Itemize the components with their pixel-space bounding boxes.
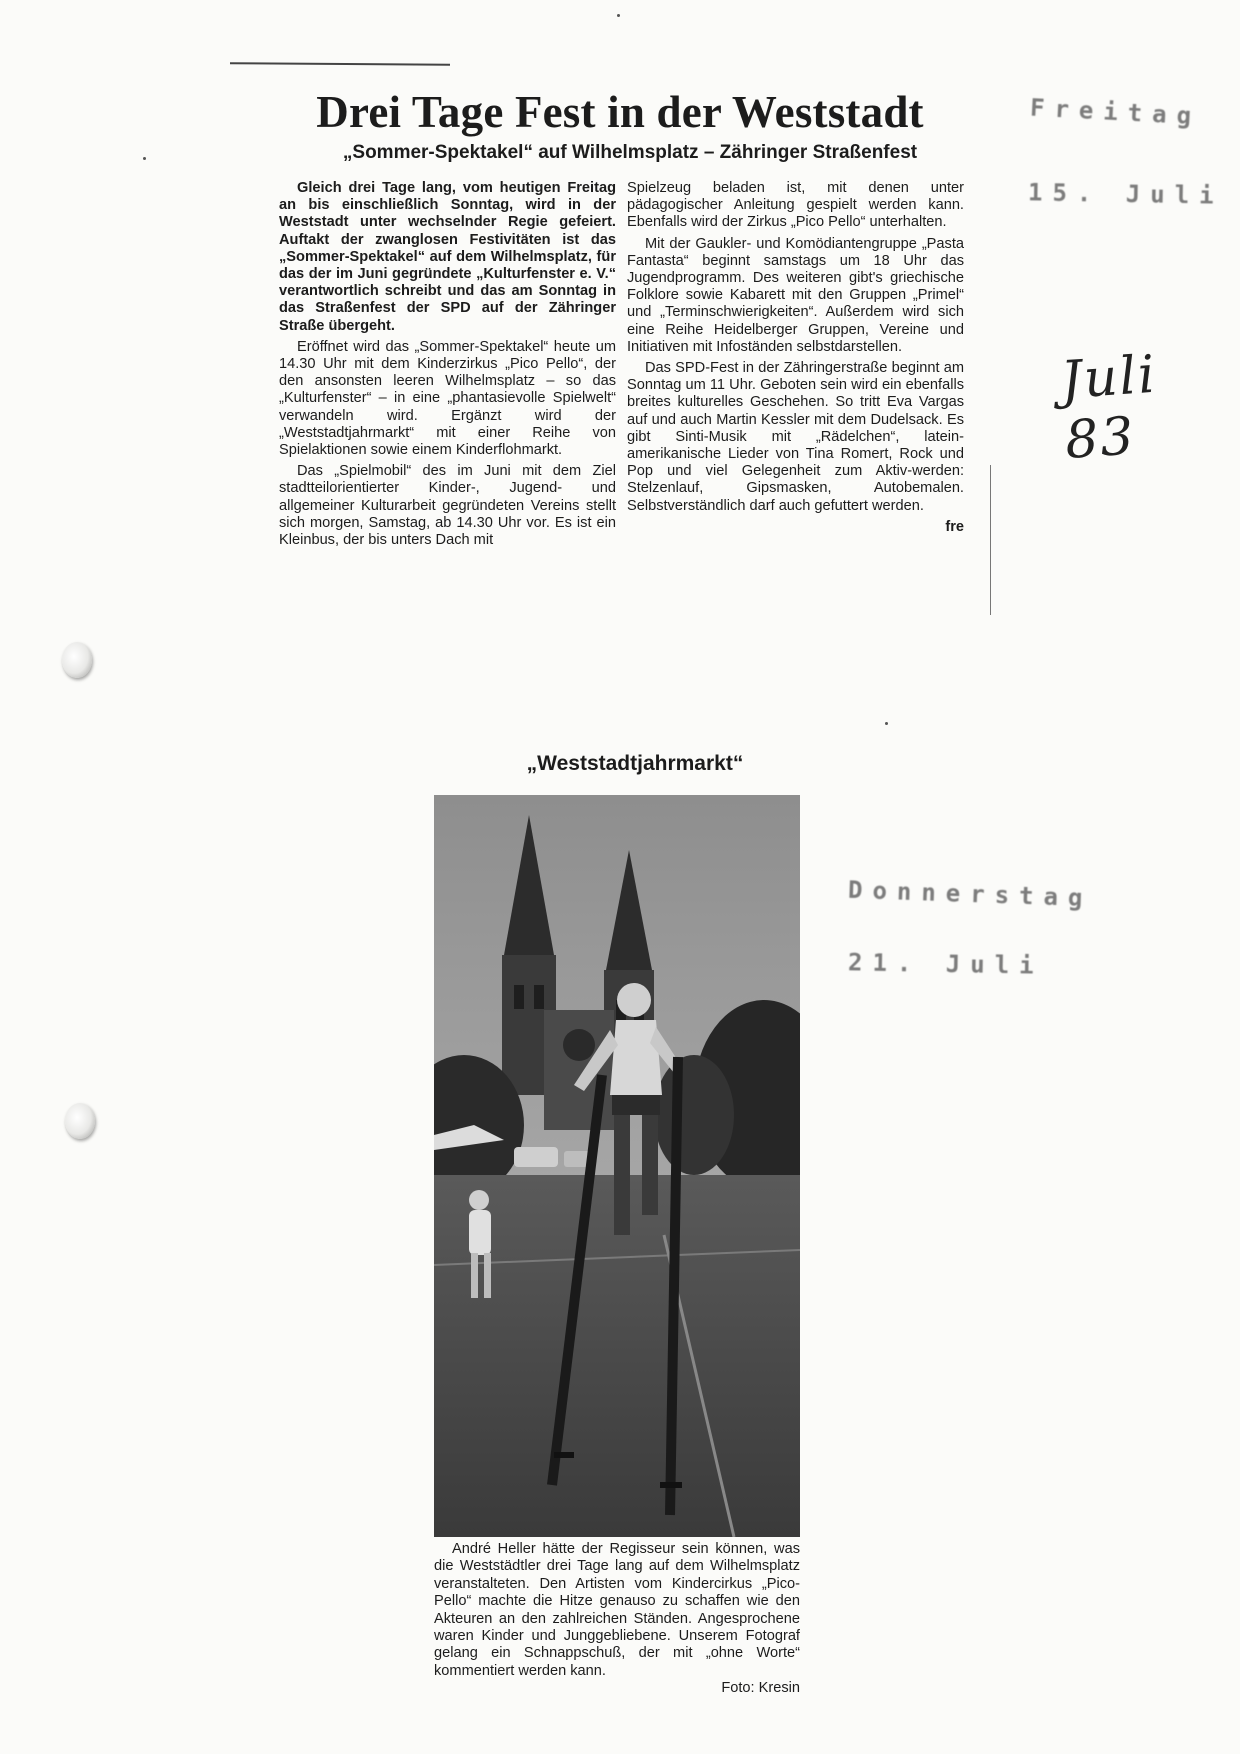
article-column-right — [627, 180, 964, 536]
punch-hole-upper — [62, 642, 92, 678]
stilt-walker-photo — [434, 795, 800, 1537]
punch-hole-lower — [65, 1103, 95, 1139]
article-paragraph: Mit der Gaukler- und Komödiantengruppe „Pasta Fantasta“ beginnt samstags um 18 Uhr das Jugendprogramm. Des weiteren gibt's griechische Folklore sowie Kabarett mit den Gruppen „Primel“ und „Terminschwierigkeiten“. Außerdem wird sich eine Reihe Heidelberger Gruppen, Vereine und Initiativen mit Infoständen selbstdarstellen. — [627, 235, 964, 355]
article-paragraph: Das „Spielmobil“ des im Juni mit dem Ziel stadtteilorientierter Kinder-, Jugend- und allgemeiner Kulturarbeit gegründeten Vereins stellt sich morgen, Samstag, ab 14.30 Uhr vor. Es ist ein Kleinbus, der bis unters Dach mit — [279, 463, 616, 549]
article-subheadline: „Sommer-Spektakel“ auf Wilhelmsplatz – Zähringer Straßenfest — [342, 142, 918, 163]
scan-speck — [617, 14, 620, 17]
clipping-edge-line — [990, 465, 991, 615]
photo-caption — [434, 1541, 800, 1698]
date-stamp-middle: 21. Juli — [847, 948, 1044, 980]
scan-speck — [885, 722, 888, 725]
article-paragraph: Das SPD-Fest in der Zähringerstraße beginnt am Sonntag um 11 Uhr. Geboten sein wird ein ebenfalls breites kulturelles Geschehen. So tritt Eva Vargas auf und auch Martin Kessler mit dem Dudelsack. Es gibt Sinti-Musik mit „Rädelchen“, latein-amerikanische Lieder von Tina Romert, Rock und Pop und viel Gelegenheit zum Aktiv-werden: Stelzenlauf, Gipsmasken, Autobemalen. Selbstverständlich darf auch gefuttert werden. — [627, 360, 964, 514]
photo-credit: Foto: Kresin — [721, 1680, 800, 1697]
article-lead-paragraph: Gleich drei Tage lang, vom heutigen Freitag an bis einschließlich Sonntag, wird in der Weststadt unter wechselnder Regie gefeiert. Auftakt der zwanglosen Festivitäten ist das „Sommer-Spektakel“ auf dem Wilhelmsplatz, für das der im Juni gegründete „Kulturfenster e. V.“ verantwortlich schreibt und das am Sonntag in das Straßenfest der SPD auf der Zähringer Straße übergeht. — [279, 180, 616, 334]
date-stamp-top: Freitag — [1029, 93, 1202, 131]
article-headline: Drei Tage Fest in der Weststadt — [316, 87, 924, 137]
handwritten-date: Juli 83 — [1059, 344, 1159, 472]
article-paragraph: Spielzeug beladen ist, mit denen unter pädagogischer Anleitung gespielt werden kann. Ebenfalls wird der Zirkus „Pico Pello“ unterhalten. — [627, 180, 964, 231]
photo-title: „Weststadtjahrmarkt“ — [526, 752, 744, 775]
article-paragraph: Eröffnet wird das „Sommer-Spektakel“ heute um 14.30 Uhr mit dem Kinderzirkus „Pico Pello“, der den ansonsten leeren Wilhelmsplatz – so das „Kulturfenster“ – in eine „phantasievolle Spielwelt“ verwandeln wird. Ergänzt wird der „Weststadtjahrmarkt“ mit einer Reihe von Spielaktionen sowie einem Kinderflohmarkt. — [279, 338, 616, 459]
article-column-left — [279, 180, 616, 553]
photo-caption-text: André Heller hätte der Regisseur sein können, was die Weststädtler drei Tage lang auf dem Wilhelmsplatz veranstalteten. Den Artisten vom Kindercirkus „Pico-Pello“ machte die Hitze genauso zu schaffen wie den Akteuren an den zahlreichen Ständen. Angesprochene waren Kinder und Junggebliebene. Unserem Fotograf gelang ein Schnappschuß, der mit „ohne Worte“ kommentiert werden kann. — [434, 1541, 800, 1679]
article-author: fre — [945, 518, 964, 535]
church-square-photo-icon — [434, 795, 800, 1537]
scan-speck — [143, 157, 146, 160]
date-stamp-middle: Donnerstag — [847, 875, 1093, 913]
date-stamp-top: 15. Juli — [1027, 178, 1224, 210]
clipping-edge-line — [230, 62, 450, 66]
